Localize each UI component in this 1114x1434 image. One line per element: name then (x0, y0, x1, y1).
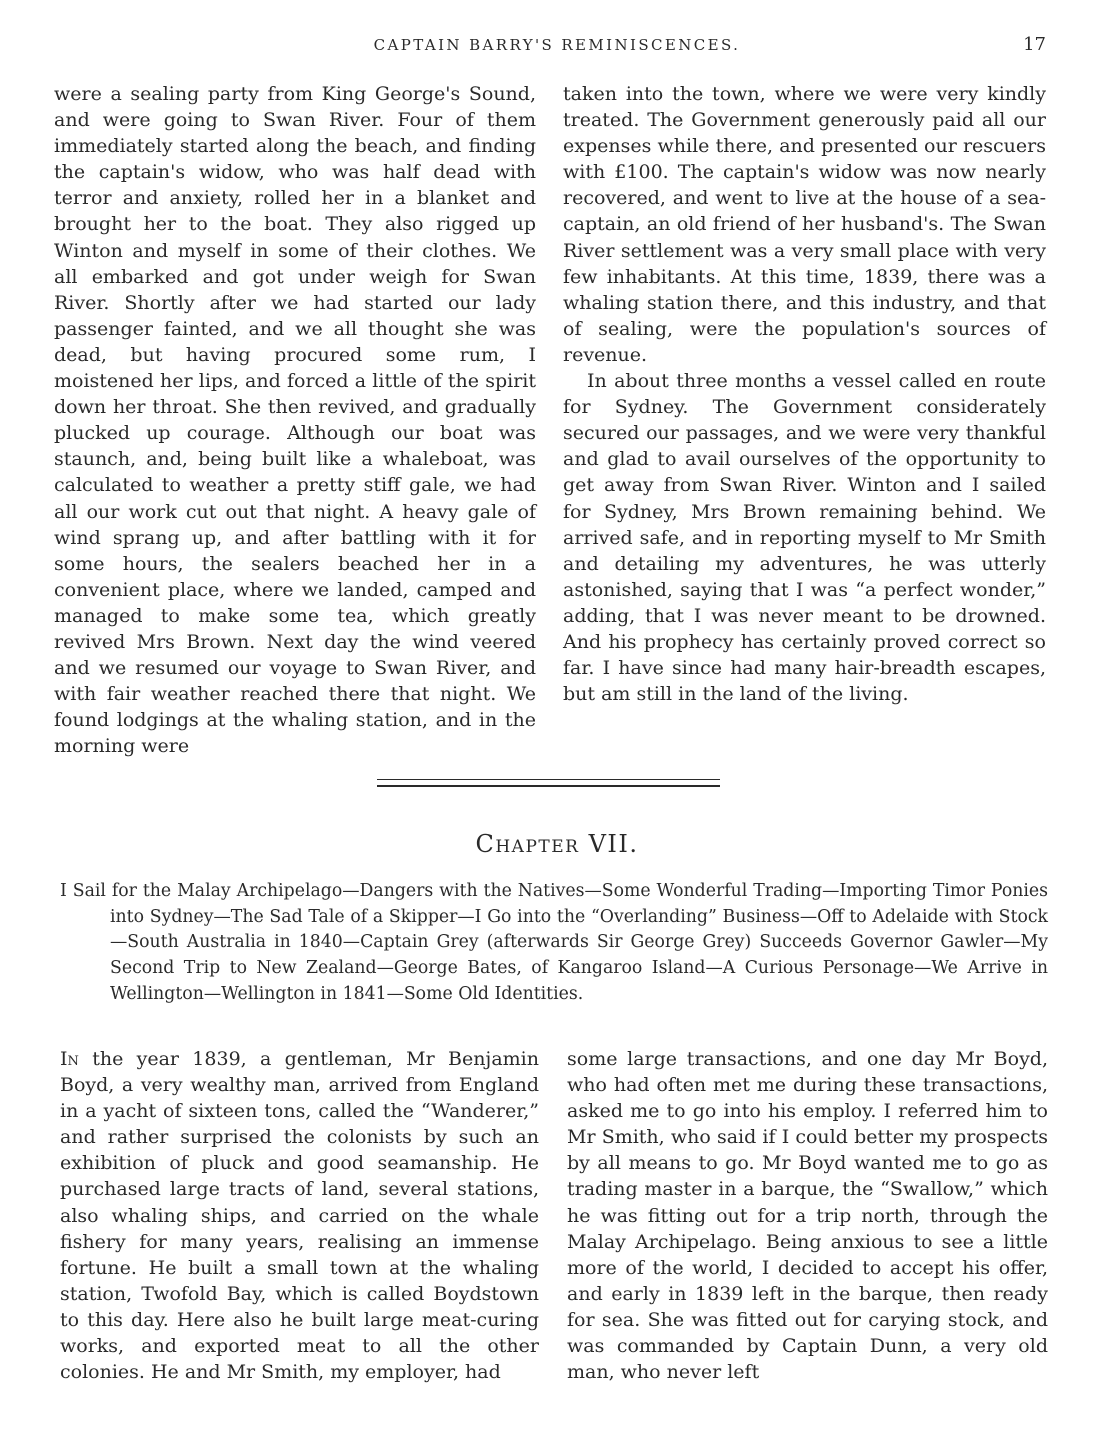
chapter-number: VII. (588, 830, 639, 858)
section-divider (377, 779, 720, 787)
chapter-synopsis: I Sail for the Malay Archipelago—Dangers with the Natives—Some Wonderful Trading—Importing Timor Ponies into Sydney—The Sad Tale of a Skipper—I Go into the “Overlanding” Business—Off to Adelaide with Stock—South Australia in 1840—Captain Grey (afterwards Sir George Grey) Succeeds Governor Gawler—My Second Trip to New Zealand—George Bates, of Kangaroo Island—A Curious Personage—We Arrive in Wellington—Wellington in 1841—Some Old Identities. (60, 881, 1048, 1004)
paragraph-text: the year 1839, a gentleman, Mr Benjamin Boyd, a very wealthy man, arrived from England in a yacht of sixteen tons, called the “Wanderer,” and rather surprised the colonists by such an exhibition of pluck and good seamanship. He purchased large tracts of land, several stations, also whaling ships, and carried on the whale fishery for many years, realising an immense fortune. He built a small town at the whaling station, Twofold Bay, which is called Boydstown to this day. Here also he built large meat-curing works, and exported meat to all the other colonies. He and Mr Smith, my employer, had (60, 1048, 539, 1384)
paragraph: taken into the town, where we were very kindly treated. The Government generously paid all our expenses while there, and presented our rescuers with £100. The captain's widow was now nearly recovered, and went to live at the house of a sea-captain, an old friend of her husband's. The Swan River settlement was a very small place with very few inhabitants. At this time, 1839, there was a whaling station there, and this industry, and that of sealing, were the population's sources of revenue. (563, 83, 1046, 366)
chapter-heading-word: hapter (495, 830, 580, 858)
paragraph (60, 1046, 539, 1385)
paragraph: In about three months a vessel called en route for Sydney. The Government considerately secured our passages, and we were very thankful and glad to avail ourselves of the opportunity to get away from Swan River. Winton and I sailed for Sydney, Mrs Brown remaining behind. We arrived safe, and in reporting myself to Mr Smith and detailing my adventures, he was utterly astonished, saying that I was “a perfect wonder,” adding, that I was never meant to be drowned. And his prophecy has certainly proved correct so far. I have since had many hair-breadth escapes, but am still in the land of the living. (563, 370, 1046, 706)
bottom-right-column (567, 1046, 1048, 1385)
opening-word: In (60, 1048, 79, 1070)
top-right-column (563, 81, 1046, 707)
chapter-heading-initial: C (475, 830, 496, 858)
paragraph: were a sealing party from King George's Sound, and were going to Swan River. Four of them immediately started along the beach, and finding the captain's widow, who was half dead with terror and anxiety, rolled her in a blanket and brought her to the boat. They also rigged up Winton and myself in some of their clothes. We all embarked and got under weigh for Swan River. Shortly after we had started our lady passenger fainted, and we all thought she was dead, but having procured some rum, I moistened her lips, and forced a little of the spirit down her throat. She then revived, and gradually plucked up courage. Although our boat was staunch, and, being built like a whaleboat, was calculated to weather a pretty stiff gale, we had all our work cut out that night. A heavy gale of wind sprang up, and after battling with it for some hours, the sealers beached her in a convenient place, where we landed, camped and managed to make some tea, which greatly revived Mrs Brown. Next day the wind veered and we resumed our voyage to Swan River, and with fair weather reached there that night. We found lodgings at the whaling station, and in the morning were (54, 83, 536, 758)
running-title: CAPTAIN BARRY'S REMINISCENCES. (373, 36, 741, 54)
page-number: 17 (1023, 34, 1046, 55)
paragraph: some large transactions, and one day Mr Boyd, who had often met me during these transactions, asked me to go into his employ. I referred him to Mr Smith, who said if I could better my prospects by all means to go. Mr Boyd wanted me to go as trading master in a barque, the “Swallow,” which he was fitting out for a trip north, through the Malay Archipelago. Being anxious to see a little more of the world, I decided to accept his offer, and early in 1839 left in the barque, then ready for sea. She was fitted out for carying stock, and was commanded by Captain Dunn, a very old man, who never left (567, 1048, 1048, 1384)
bottom-left-column (60, 1046, 539, 1385)
chapter-heading (0, 830, 1114, 858)
top-left-column (54, 81, 536, 759)
